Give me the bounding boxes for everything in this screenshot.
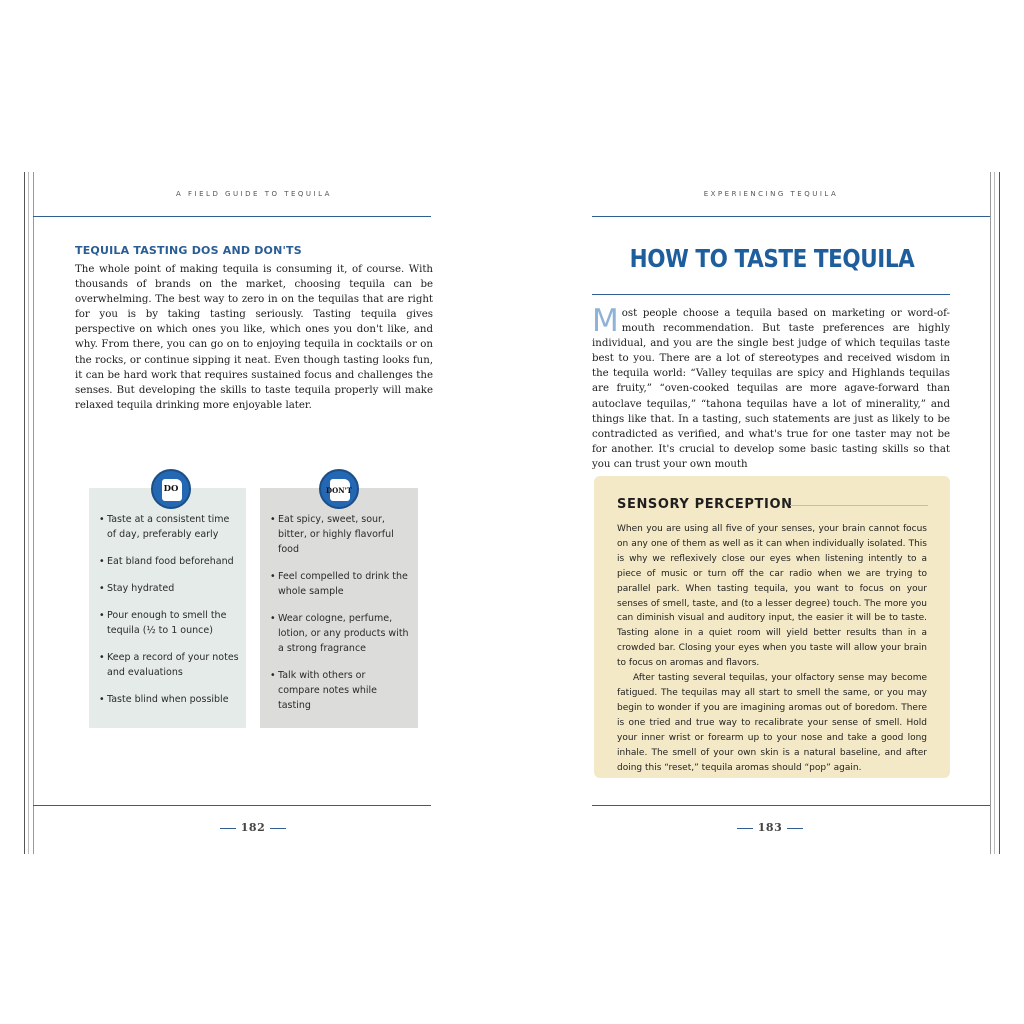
left-header-rule xyxy=(33,216,431,217)
drop-cap: M xyxy=(592,303,619,339)
list-item: • Stay hydrated xyxy=(99,581,239,596)
right-body-text xyxy=(592,303,950,472)
left-footer-rule xyxy=(33,805,431,806)
right-footer-rule xyxy=(592,805,990,806)
list-item: • Keep a record of your notes and evaluations xyxy=(99,650,239,680)
list-item: • Talk with others or compare notes while tasting xyxy=(270,668,410,713)
do-list xyxy=(99,512,239,719)
right-page-edge xyxy=(990,172,1000,854)
list-item: • Taste blind when possible xyxy=(99,692,239,707)
do-badge-label: DO xyxy=(163,484,179,494)
list-item: • Eat bland food beforehand xyxy=(99,554,239,569)
left-running-head: A FIELD GUIDE TO TEQUILA xyxy=(176,190,332,198)
right-body-paragraph xyxy=(592,303,950,472)
thumbs-up-do-icon xyxy=(151,469,191,509)
sidebar-title-rule xyxy=(790,505,928,506)
list-item: • Wear cologne, perfume, lotion, or any products with a strong fragrance xyxy=(270,611,410,656)
page-title: HOW TO TASTE TEQUILA xyxy=(629,244,915,273)
dont-badge-label: DON'T xyxy=(326,486,352,495)
left-body-paragraph: The whole point of making tequila is consuming it, of course. With thousands of brands on the market, choosing tequila can be overwhelming. The best way to zero in on the tequilas that are right for you is by taking tasting seriously. Tasting tequila gives perspective on which ones you like, which ones you don't like, and why. From there, you can go on to enjoying tequila in cocktails or on the rocks, or continue sipping it neat. Even though tasting looks fun, it can be hard work that requires sustained focus and challenges the senses. But developing the skills to taste tequila properly will make relaxed tequila drinking more enjoyable later. xyxy=(75,264,433,411)
right-page-number: 183 xyxy=(720,821,820,834)
sidebar-text xyxy=(617,522,927,775)
right-body-content: ost people choose a tequila based on marketing or word-of-mouth recommendation. But taste preferences are highly individual, and you are the single best judge of which tequilas taste best to you. There are a lot of stereotypes and received wisdom in the tequila world: “Valley tequilas are spicy and Highlands tequilas are fruity,” “oven-cooked tequilas are more agave-forward than autoclave tequilas,” “tahona tequilas have a lot of minerality,” and things like that. In a tasting, such statements are just as likely to be contradicted as verified, and what's true for one taster may not be for another. It's crucial to develop some basic tasting skills so that you can trust your own mouth xyxy=(592,308,950,470)
left-page-number: 182 xyxy=(203,821,303,834)
title-rule xyxy=(592,294,950,295)
do-list-panel xyxy=(89,488,246,728)
section-title: TEQUILA TASTING DOS AND DON'TS xyxy=(75,244,302,257)
left-page-edge xyxy=(24,172,34,854)
sensory-perception-sidebar xyxy=(594,476,950,778)
sidebar-paragraph: When you are using all five of your senses, your brain cannot focus on any one of them as well as it can when individually isolated. This is why we reflexively close our eyes when listening intently to a piece of music or turn off the car radio when we are trying to parallel park. When tasting tequila, you want to focus on your senses of smell, taste, and (to a lesser degree) touch. The more you can diminish visual and auditory input, the easier it will be to taste. Tasting alone in a quiet room will yield better results than in a crowded bar. Closing your eyes when you taste will allow your brain to focus on aromas and flavors. xyxy=(617,524,927,669)
dont-list xyxy=(270,512,410,725)
thumbs-down-dont-icon xyxy=(319,469,359,509)
right-running-head: EXPERIENCING TEQUILA xyxy=(703,190,839,198)
list-item: • Feel compelled to drink the whole sample xyxy=(270,569,410,599)
dont-list-panel xyxy=(260,488,418,728)
sidebar-paragraph: After tasting several tequilas, your olfactory sense may become fatigued. The tequilas may all start to smell the same, or you may begin to wonder if you are imagining aromas out of boredom. There is one tried and true way to recalibrate your sense of smell. Hold your inner wrist or forearm up to your nose and take a good long inhale. The smell of your own skin is a natural baseline, and after doing this “reset,” tequila aromas should “pop” again. xyxy=(617,673,927,773)
list-item: • Pour enough to smell the tequila (½ to 1 ounce) xyxy=(99,608,239,638)
right-header-rule xyxy=(592,216,990,217)
list-item: • Eat spicy, sweet, sour, bitter, or highly flavorful food xyxy=(270,512,410,557)
sidebar-title: SENSORY PERCEPTION xyxy=(617,497,793,512)
list-item: • Taste at a consistent time of day, preferably early xyxy=(99,512,239,542)
left-body-text xyxy=(75,262,433,413)
